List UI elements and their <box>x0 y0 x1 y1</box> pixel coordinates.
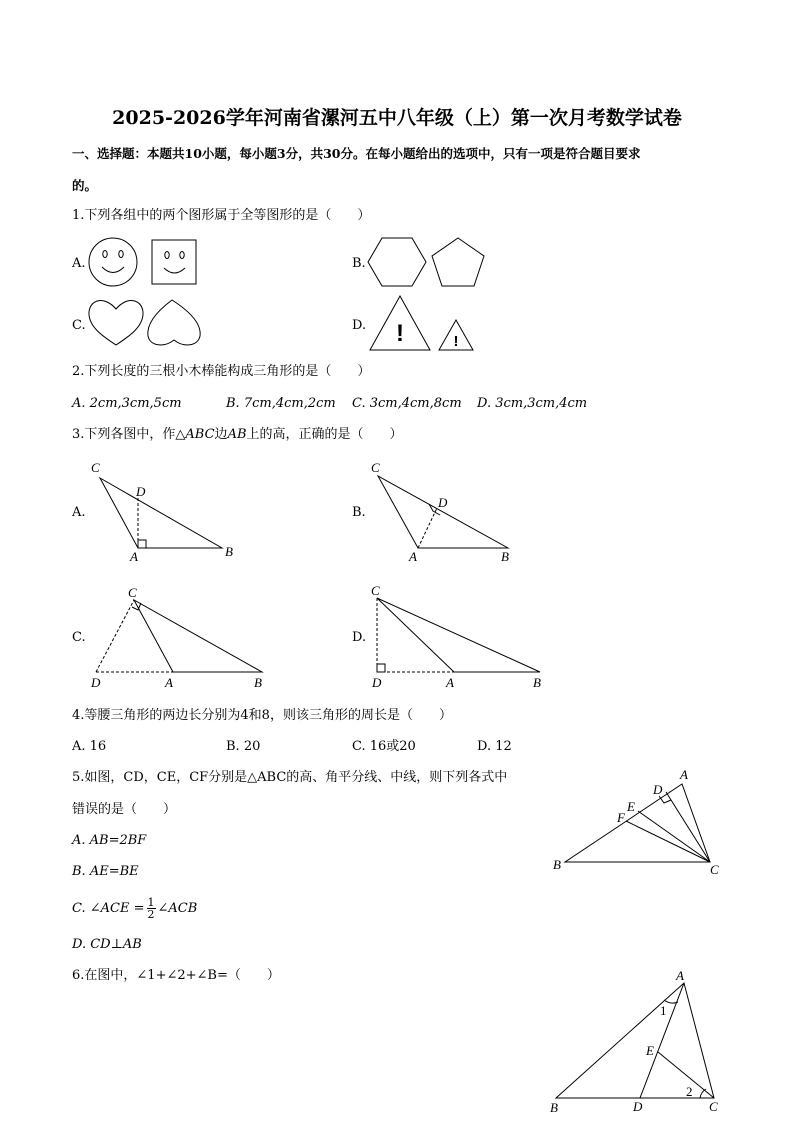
q2-option-a: A. 2cm,3cm,5cm <box>72 396 182 411</box>
q3b-label-d: D <box>438 495 448 510</box>
q3c-label-b: B <box>254 675 262 690</box>
q3d-label-d: D <box>372 675 382 690</box>
warning-exclaim-large: ! <box>396 320 404 347</box>
q5-label-c: C <box>710 862 719 877</box>
q5-label-d: D <box>653 782 663 797</box>
q3a-label-d: D <box>136 484 146 499</box>
q6-label-c: C <box>709 1099 718 1114</box>
q3-stem-ab: AB <box>227 427 247 442</box>
q3a-label-a: A <box>130 549 138 564</box>
q1-option-d-label: D. <box>352 318 367 333</box>
q1-option-b-label: B. <box>352 256 366 271</box>
page-title: 2025-2026学年河南省漯河五中八年级（上）第一次月考数学试卷 <box>112 107 682 129</box>
q1-option-c-label: C. <box>72 318 86 333</box>
q2-option-b: B. 7cm,4cm,2cm <box>226 396 336 411</box>
q6-angle-2: 2 <box>686 1084 693 1099</box>
q5-stem-line1: 5.如图，CD，CE，CF分别是△ABC的高、角平分线、中线，则下列各式中 <box>72 770 508 785</box>
section-instructions-line2: 的。 <box>72 178 98 193</box>
q3b-label-c: C <box>371 460 380 475</box>
q6-label-a: A <box>676 968 684 983</box>
q3-stem-part3: 上的高，正确的是（ ） <box>246 427 403 442</box>
q3c-label-a: A <box>165 675 173 690</box>
q3-stem-part2: 边 <box>214 427 228 442</box>
q6-label-e: E <box>646 1043 654 1058</box>
q3a-label-b: B <box>225 544 233 559</box>
q3-option-a-label: A. <box>72 505 86 520</box>
q3d-label-c: C <box>371 583 380 598</box>
q5-option-a: A. AB=2BF <box>72 833 147 848</box>
q3d-label-a: A <box>446 675 454 690</box>
q2-option-d: D. 3cm,3cm,4cm <box>477 396 588 411</box>
q6-stem: 6.在图中，∠1+∠2+∠B=（ ） <box>72 968 280 983</box>
fraction-numerator: 1 <box>147 896 155 909</box>
q1-option-a-label: A. <box>72 256 86 271</box>
q5-label-a: A <box>680 767 688 782</box>
q5-option-d: D. CD⊥AB <box>72 937 142 952</box>
q5-option-b: B. AE=BE <box>72 864 139 879</box>
q3c-label-d: D <box>91 675 101 690</box>
q2-option-c: C. 3cm,4cm,8cm <box>352 396 462 411</box>
q3d-label-b: B <box>533 675 541 690</box>
q4-option-d: D. 12 <box>477 739 512 754</box>
q5-label-e: E <box>627 799 635 814</box>
q3-option-d-label: D. <box>352 630 367 645</box>
q3b-label-a: A <box>409 549 417 564</box>
q5-option-c-suffix: ∠ACB <box>157 901 198 916</box>
q4-stem: 4.等腰三角形的两边长分别为4和8，则该三角形的周长是（ ） <box>72 708 452 723</box>
q5-label-b: B <box>553 857 561 872</box>
q5-stem-line2: 错误的是（ ） <box>72 802 177 817</box>
q3-option-c-label: C. <box>72 630 86 645</box>
q3a-label-c: C <box>91 460 100 475</box>
q3b-label-b: B <box>501 549 509 564</box>
section-instructions-line1: 一、选择题：本题共10小题，每小题3分，共30分。在每小题给出的选项中，只有一项是符合题目要求 <box>72 146 641 161</box>
q3-stem-part1: 3.下列各图中，作△ <box>72 427 186 442</box>
q2-stem: 2.下列长度的三根小木棒能构成三角形的是（ ） <box>72 364 371 379</box>
q5-option-c-prefix: C. ∠ACE = <box>72 901 145 916</box>
fraction-denominator: 2 <box>147 908 155 921</box>
q4-option-c: C. 16或20 <box>352 739 416 754</box>
q3-option-b-label: B. <box>352 505 366 520</box>
q5-label-f: F <box>617 810 625 825</box>
q4-option-a: A. 16 <box>72 739 107 754</box>
q6-label-d: D <box>633 1099 643 1114</box>
q6-angle-1: 1 <box>660 1003 667 1018</box>
q4-option-b: B. 20 <box>226 739 261 754</box>
q3-stem-abc: ABC <box>185 427 215 442</box>
warning-exclaim-small: ! <box>453 333 459 350</box>
q6-label-b: B <box>550 1100 558 1115</box>
q1-stem: 1.下列各组中的两个图形属于全等图形的是（ ） <box>72 208 371 223</box>
q3c-label-c: C <box>128 585 137 600</box>
